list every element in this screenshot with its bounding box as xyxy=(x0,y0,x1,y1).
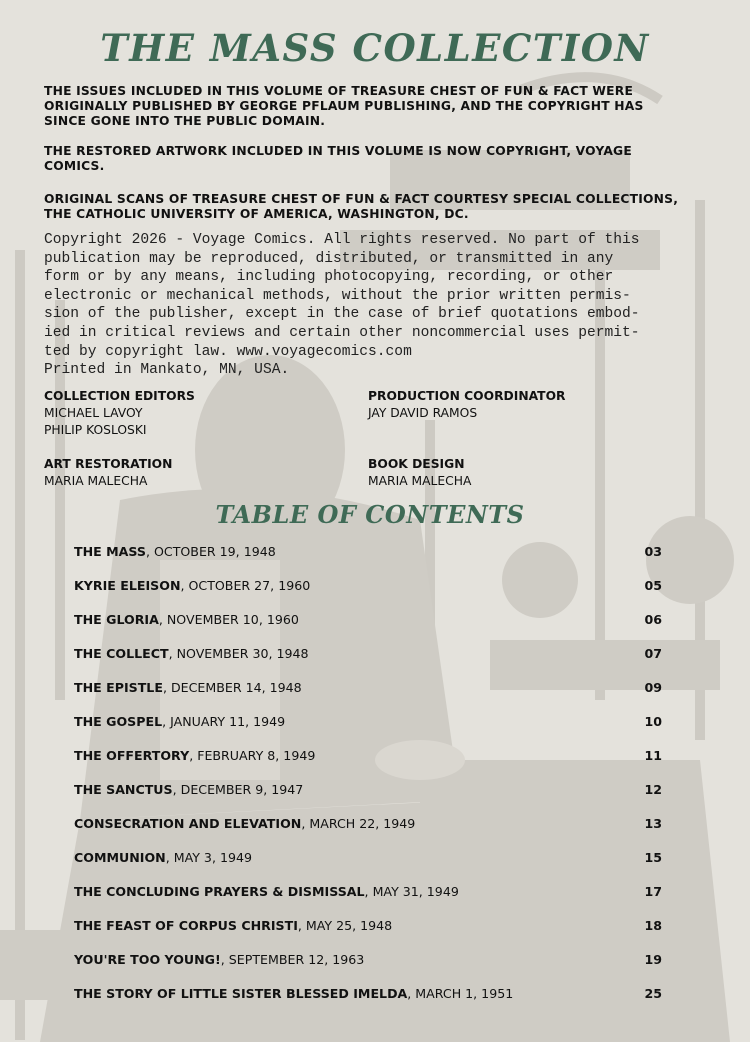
table-of-contents xyxy=(74,542,664,1018)
toc-entry-date: NOVEMBER 10, 1960 xyxy=(166,612,299,627)
toc-entry-date: OCTOBER 19, 1948 xyxy=(154,544,276,559)
toc-entry-page: 09 xyxy=(644,680,662,695)
credit-role: BOOK DESIGN xyxy=(368,457,465,471)
copyright-line: Printed in Mankato, MN, USA. xyxy=(44,362,290,379)
copyright-line: Copyright 2026 - Voyage Comics. All rights reserved. No part of this xyxy=(44,232,640,248)
toc-entry-title: THE GOSPEL xyxy=(74,714,163,729)
copyright-notice xyxy=(44,231,694,380)
toc-entry-date: DECEMBER 14, 1948 xyxy=(170,680,302,695)
toc-entry-page: 15 xyxy=(644,850,662,865)
credit-book-design xyxy=(368,456,471,490)
toc-entry[interactable]: THE FEAST OF CORPUS CHRISTI, MAY 25, 1948 18 xyxy=(74,916,664,950)
credit-production-coordinator xyxy=(368,388,566,422)
toc-entry-title: THE GLORIA xyxy=(74,612,159,627)
toc-entry-title: CONSECRATION AND ELEVATION xyxy=(74,816,302,831)
copyright-line: publication may be reproduced, distributed, or transmitted in any xyxy=(44,250,614,267)
toc-entry-date: JANUARY 11, 1949 xyxy=(170,714,286,729)
toc-entry-page: 07 xyxy=(644,646,662,661)
toc-entry-page: 13 xyxy=(644,816,662,831)
toc-entry[interactable]: COMMUNION, MAY 3, 1949 15 xyxy=(74,848,664,882)
toc-entry-title: COMMUNION xyxy=(74,850,166,865)
toc-entry[interactable]: THE EPISTLE, DECEMBER 14, 1948 09 xyxy=(74,678,664,712)
toc-entry-page: 17 xyxy=(644,884,662,899)
toc-entry-title: THE COLLECT xyxy=(74,646,169,661)
toc-heading: TABLE OF CONTENTS xyxy=(215,500,525,529)
copyright-line: electronic or mechanical methods, without the prior written permis- xyxy=(44,287,631,304)
toc-entry[interactable]: KYRIE ELEISON, OCTOBER 27, 1960 05 xyxy=(74,576,664,610)
toc-entry-date: MAY 31, 1949 xyxy=(372,884,459,899)
toc-entry-title: THE STORY OF LITTLE SISTER BLESSED IMELDA xyxy=(74,986,408,1001)
toc-entry-date: DECEMBER 9, 1947 xyxy=(180,782,304,797)
toc-entry-title: YOU'RE TOO YOUNG! xyxy=(74,952,221,967)
toc-entry-page: 19 xyxy=(644,952,662,967)
intro-paragraph-restored-artwork: THE RESTORED ARTWORK INCLUDED IN THIS VOLUME IS NOW COPYRIGHT, VOYAGE COMICS. xyxy=(44,144,632,173)
toc-entry-title: THE SANCTUS xyxy=(74,782,173,797)
toc-entry-title: KYRIE ELEISON xyxy=(74,578,181,593)
toc-entry-date: OCTOBER 27, 1960 xyxy=(188,578,311,593)
toc-entry-page: 05 xyxy=(644,578,662,593)
toc-entry-date: MAY 25, 1948 xyxy=(305,918,393,933)
toc-entry-date: SEPTEMBER 12, 1963 xyxy=(228,952,365,967)
toc-entry[interactable]: THE COLLECT, NOVEMBER 30, 1948 07 xyxy=(74,644,664,678)
credit-name: MICHAEL LAVOY xyxy=(44,406,143,420)
page-title: THE MASS COLLECTION xyxy=(100,26,650,70)
toc-entry-title: THE FEAST OF CORPUS CHRISTI xyxy=(74,918,298,933)
toc-entry-title: THE CONCLUDING PRAYERS & DISMISSAL xyxy=(74,884,365,899)
intro-paragraph-public-domain: THE ISSUES INCLUDED IN THIS VOLUME OF TREASURE CHEST OF FUN & FACT WERE ORIGINALLY PUBLISHED BY GEORGE PFLAUM PUBLISHING, AND THE COPYRIGHT HAS SINCE GONE INTO THE PUBLIC DOMAIN. xyxy=(44,84,644,128)
toc-entry[interactable]: THE SANCTUS, DECEMBER 9, 1947 12 xyxy=(74,780,664,814)
credit-role: PRODUCTION COORDINATOR xyxy=(368,389,566,403)
copyright-line: sion of the publisher, except in the case of brief quotations embod- xyxy=(44,306,640,323)
credit-name: PHILIP KOSLOSKI xyxy=(44,423,147,437)
toc-entry[interactable]: THE CONCLUDING PRAYERS & DISMISSAL, MAY 31, 1949 17 xyxy=(74,882,664,916)
toc-entry-page: 11 xyxy=(644,748,662,763)
toc-entry[interactable]: THE MASS, OCTOBER 19, 1948 03 xyxy=(74,542,664,576)
toc-entry-page: 06 xyxy=(644,612,662,627)
toc-entry-page: 25 xyxy=(644,986,662,1001)
toc-entry-title: THE MASS xyxy=(74,544,146,559)
copyright-line: form or by any means, including photocopying, recording, or other xyxy=(44,269,614,286)
toc-entry-page: 18 xyxy=(644,918,662,933)
toc-entry-title: THE OFFERTORY xyxy=(74,748,190,763)
toc-entry-date: NOVEMBER 30, 1948 xyxy=(176,646,309,661)
credit-collection-editors xyxy=(44,388,195,439)
toc-entry[interactable]: THE GLORIA, NOVEMBER 10, 1960 06 xyxy=(74,610,664,644)
credit-name: MARIA MALECHA xyxy=(44,474,148,488)
toc-entry[interactable]: THE GOSPEL, JANUARY 11, 1949 10 xyxy=(74,712,664,746)
credit-name: MARIA MALECHA xyxy=(368,474,472,488)
toc-entry[interactable]: CONSECRATION AND ELEVATION, MARCH 22, 1949 13 xyxy=(74,814,664,848)
credit-role: COLLECTION EDITORS xyxy=(44,389,195,403)
toc-entry-page: 12 xyxy=(644,782,662,797)
toc-entry[interactable]: THE OFFERTORY, FEBRUARY 8, 1949 11 xyxy=(74,746,664,780)
copyright-line: ted by copyright law. www.voyagecomics.com xyxy=(44,343,412,360)
toc-entry-date: MAY 3, 1949 xyxy=(173,850,253,865)
toc-entry[interactable]: THE STORY OF LITTLE SISTER BLESSED IMELDA, MARCH 1, 1951 25 xyxy=(74,984,664,1018)
toc-entry-date: MARCH 1, 1951 xyxy=(415,986,514,1001)
toc-entry-title: THE EPISTLE xyxy=(74,680,163,695)
intro-paragraph-scans: ORIGINAL SCANS OF TREASURE CHEST OF FUN & FACT COURTESY SPECIAL COLLECTIONS, THE CATHOLIC UNIVERSITY OF AMERICA, WASHINGTON, DC. xyxy=(44,192,679,221)
toc-entry-date: FEBRUARY 8, 1949 xyxy=(197,748,316,763)
credit-name: JAY DAVID RAMOS xyxy=(368,406,478,420)
copyright-line: ied in critical reviews and certain other noncommercial uses permit- xyxy=(44,324,640,341)
toc-entry-page: 10 xyxy=(644,714,662,729)
credit-art-restoration xyxy=(44,456,172,490)
toc-entry-page: 03 xyxy=(644,544,662,559)
credit-role: ART RESTORATION xyxy=(44,457,173,471)
toc-entry[interactable]: YOU'RE TOO YOUNG!, SEPTEMBER 12, 1963 19 xyxy=(74,950,664,984)
toc-entry-date: MARCH 22, 1949 xyxy=(309,816,416,831)
